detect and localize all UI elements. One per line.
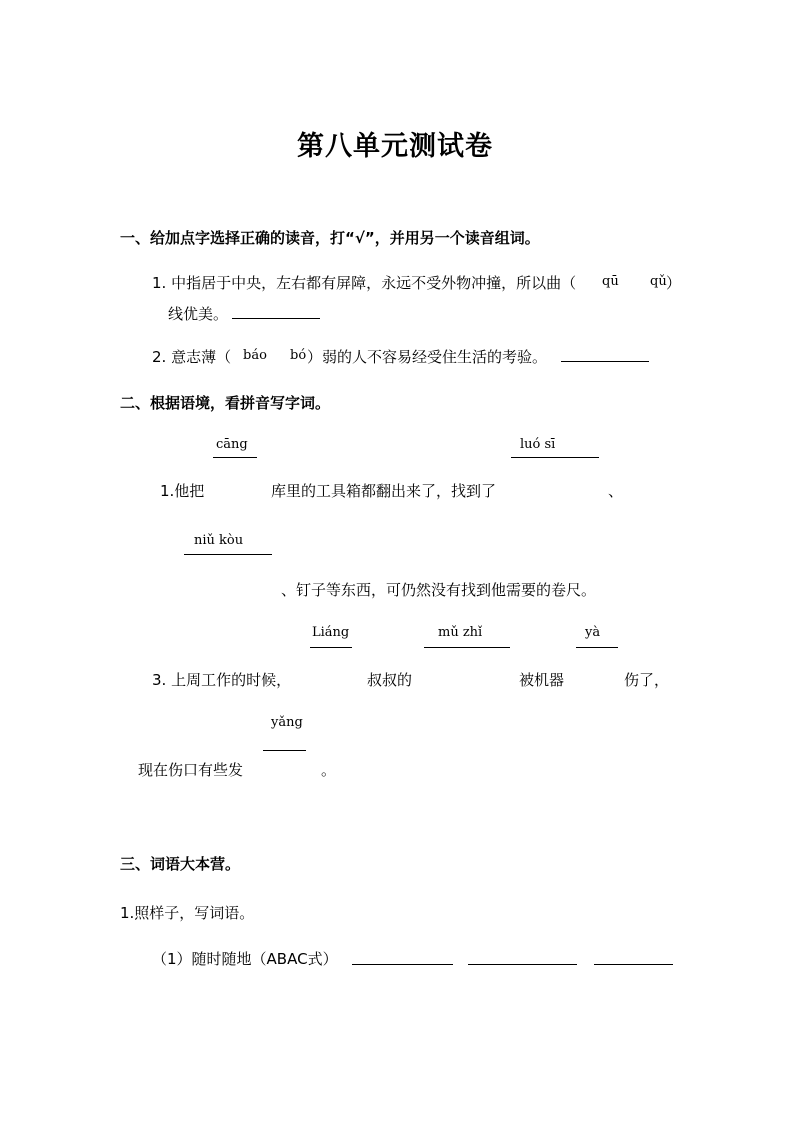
pinyin-line-liang	[310, 647, 352, 648]
s1-q1-option-1[interactable]: qū	[602, 274, 619, 289]
pinyin-yang: yǎng	[271, 715, 303, 730]
s2-q3-part-c: 被机器	[519, 671, 565, 689]
pinyin-liang: Liáng	[312, 625, 350, 640]
s1-q1-answer-blank[interactable]	[232, 318, 320, 319]
s2-q3-part-e: 现在伤口有些发	[138, 761, 244, 779]
s2-q3-part-b: 叔叔的	[367, 671, 413, 689]
pinyin-line-cang	[213, 457, 257, 458]
section-3-heading: 三、词语大本营。	[120, 855, 241, 873]
s3-item-1-blank-2[interactable]	[468, 964, 577, 965]
s1-q2-number: 2. 意志薄（	[152, 348, 232, 366]
pinyin-line-muzhi	[424, 647, 510, 648]
section-2-heading: 二、根据语境，看拼音写字词。	[120, 394, 331, 412]
s2-q3-part-f: 。	[321, 761, 337, 779]
s2-q3-part-a: 3. 上周工作的时候，	[152, 671, 292, 689]
s2-q1-part-b: 库里的工具箱都翻出来了，找到了	[271, 482, 497, 500]
s3-item-1: （1）随时随地（ABAC式）	[152, 950, 338, 968]
section-1-heading: 一、给加点字选择正确的读音，打“√”，并用另一个读音组词。	[120, 229, 540, 247]
s1-q2-answer-blank[interactable]	[561, 361, 649, 362]
pinyin-muzhi: mǔ zhǐ	[438, 625, 483, 640]
s2-q1-part-c: 、	[608, 482, 624, 500]
pinyin-luosi: luó sī	[520, 437, 556, 452]
s1-q2-option-1[interactable]: báo	[243, 348, 267, 363]
pinyin-line-niukou	[184, 554, 272, 555]
s1-q1-option-2[interactable]: qǔ	[650, 274, 667, 289]
s2-q1-part-a: 1.他把	[160, 482, 205, 500]
pinyin-line-ya	[576, 647, 618, 648]
s1-q1-text: 1. 中指居于中央，左右都有屏障，永远不受外物冲撞，所以曲（	[152, 274, 577, 292]
pinyin-line-yang	[263, 750, 306, 751]
pinyin-niukou: niǔ kòu	[194, 533, 244, 548]
s3-item-1-blank-3[interactable]	[594, 964, 673, 965]
pinyin-line-luosi	[511, 457, 599, 458]
pinyin-ya: yà	[585, 625, 601, 640]
s1-q1-close: ）	[666, 274, 682, 292]
s1-q1-continuation: 线优美。	[168, 305, 229, 323]
page-title: 第八单元测试卷	[297, 131, 493, 162]
s3-sub-1: 1.照样子，写词语。	[120, 904, 255, 922]
s1-q2-text: ）弱的人不容易经受住生活的考验。	[307, 348, 548, 366]
s3-item-1-blank-1[interactable]	[352, 964, 453, 965]
s1-q2-option-2[interactable]: bó	[290, 348, 307, 363]
s2-q3-part-d: 伤了，	[624, 671, 670, 689]
pinyin-cang: cāng	[216, 437, 248, 452]
s2-q1-part-d: 、钉子等东西，可仍然没有找到他需要的卷尺。	[281, 581, 597, 599]
